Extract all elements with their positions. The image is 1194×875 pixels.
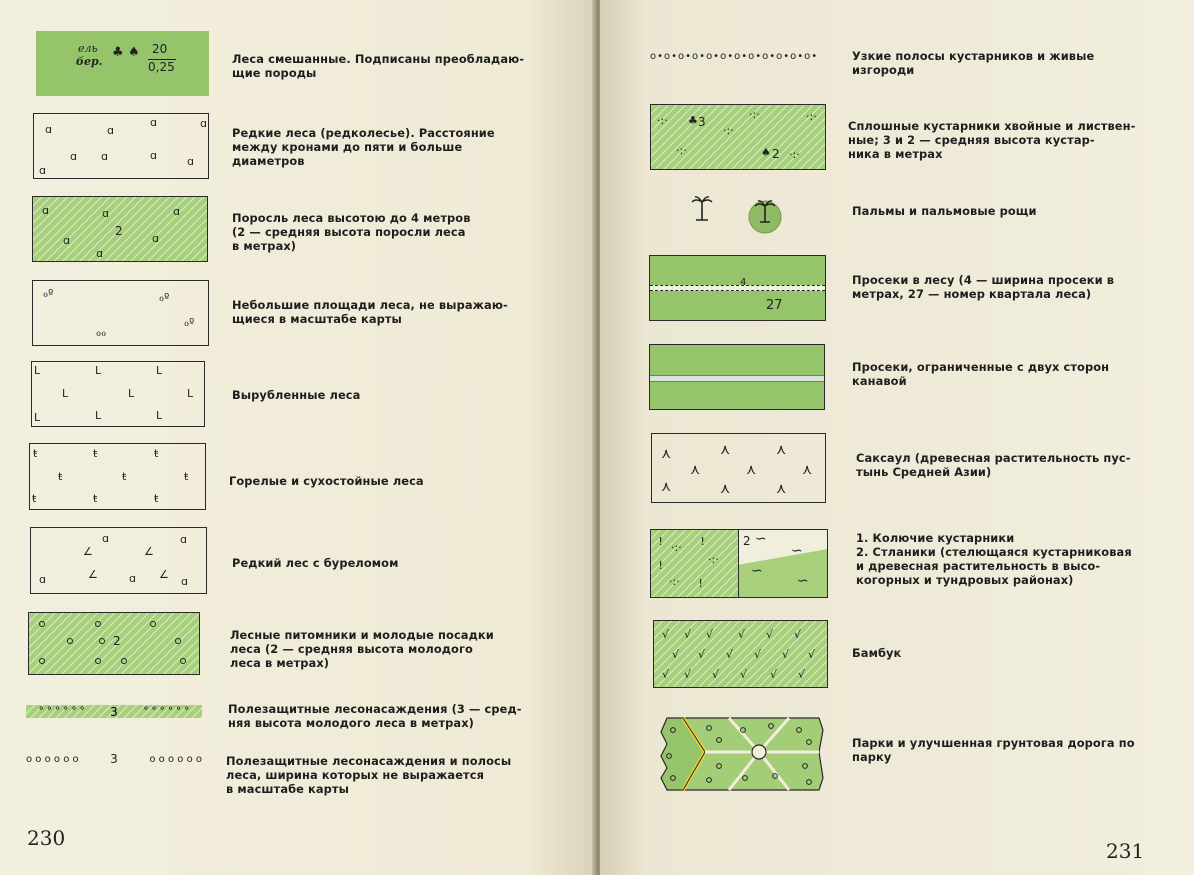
thorn-icon: ǃ (701, 535, 705, 548)
legend-text-6: Горелые и сухостойные леса (229, 474, 424, 488)
burnt-tree-icon: ŧ (154, 492, 159, 505)
stump-icon: L (187, 387, 194, 400)
symbol-mixed-forest (36, 31, 209, 96)
map-num-distance: 0,25 (148, 60, 175, 74)
conifer-shrub-icon: ♣ (688, 114, 698, 127)
symbol-shelterbelt-line (26, 752, 202, 766)
seedling-icon (95, 658, 101, 664)
legend-text-r9: Парки и улучшенная грунтовая дорога по парку (852, 736, 1135, 764)
tree-crown-icon: ɑ (39, 573, 46, 586)
map-num-deciduous: 2 (772, 147, 780, 161)
shrub-dots-icon: ·:· (676, 144, 687, 157)
tree-crown-icon: ɑ (152, 232, 159, 245)
legend-text-r7: 1. Колючие кустарники 2. Стланики (стелющаяся кустарниковая и древесная растительность в высо- когорных и тундровых районах) (856, 531, 1132, 587)
saxaul-icon: ⋏ (661, 446, 672, 462)
saxaul-icon: ⋏ (802, 462, 813, 478)
bamboo-icon: √ (738, 628, 746, 641)
palm-icon (692, 196, 712, 222)
tree-crown-icon: ɑ (63, 234, 70, 247)
page-number-right: 231 (1106, 839, 1145, 863)
tree-crown-icon: ɑ (70, 150, 77, 163)
legend-text-8: Лесные питомники и молодые посадки леса (2 — средняя высота молодого леса в метрах) (230, 628, 494, 670)
tree-crown-icon: ɑ (200, 117, 207, 130)
shrub-dots-icon: ·:· (749, 108, 760, 121)
bamboo-icon: √ (662, 668, 670, 681)
seedling-row: ° ° ° ° ° ° (38, 706, 85, 717)
bamboo-icon: √ (706, 628, 714, 641)
page-number-left: 230 (27, 826, 66, 850)
tree-pair-icon: ℴº (43, 287, 54, 300)
map-label-birch: бер. (76, 55, 103, 68)
saxaul-icon: ⋏ (690, 462, 701, 478)
map-num-conifer: 3 (698, 115, 706, 129)
stump-icon: L (95, 364, 102, 377)
thorn-icon: ǃ (659, 559, 663, 572)
symbol-windfall-forest (30, 527, 207, 594)
bamboo-icon: √ (798, 668, 806, 681)
symbol-forest-clearing (649, 255, 826, 321)
legend-text-r1: Узкие полосы кустарников и живые изгороди (852, 49, 1095, 77)
burnt-tree-icon: ŧ (93, 447, 98, 460)
thorn-icon: ǃ (699, 577, 703, 590)
burnt-tree-icon: ŧ (184, 470, 189, 483)
symbol-saxaul (651, 433, 826, 503)
legend-text-3: Поросль леса высотою до 4 метров (2 — средняя высота поросли леса в метрах) (232, 211, 471, 253)
bamboo-icon: √ (808, 648, 816, 661)
bamboo-icon: √ (698, 648, 706, 661)
tree-pair-icon: ℴº (184, 316, 195, 329)
bamboo-icon: √ (794, 628, 802, 641)
burnt-tree-icon: ŧ (33, 447, 38, 460)
conifer-icon: ♣ (112, 45, 124, 60)
burnt-tree-icon: ŧ (154, 447, 159, 460)
stump-icon: L (156, 409, 163, 422)
bamboo-icon: √ (684, 628, 692, 641)
map-num-height: 3 (110, 704, 118, 719)
map-num-height: 2 (115, 224, 123, 238)
saxaul-icon: ⋏ (776, 481, 787, 497)
map-num-height: 3 (110, 752, 118, 766)
tree-crown-icon: ɑ (102, 207, 109, 220)
tree-pair-icon: ℴº (159, 291, 170, 304)
tree-crown-icon: ɑ (42, 204, 49, 217)
palm-grove-icon (748, 196, 782, 234)
symbol-dense-shrubs (650, 104, 826, 170)
tree-crown-icon: ɑ (96, 247, 103, 260)
map-num-width: 4 (740, 277, 747, 288)
seedling-row: ° ° ° ° ° ° (143, 706, 190, 717)
elfin-wood-panel (739, 530, 827, 597)
bamboo-icon: √ (766, 628, 774, 641)
symbol-park (659, 716, 826, 792)
ditch-line (650, 375, 824, 382)
tree-crown-icon: ɑ (180, 533, 187, 546)
bamboo-icon: √ (684, 668, 692, 681)
legend-text-9: Полезащитные лесонасаждения (3 — сред- няя высота молодого леса в метрах) (228, 702, 522, 730)
legend-text-10: Полезащитные лесонасаждения и полосы леса, ширина которых не выражается в масштабе карты (226, 754, 512, 796)
legend-text-7: Редкий лес с буреломом (232, 556, 399, 570)
clearing-line (650, 285, 825, 291)
legend-text-r3: Пальмы и пальмовые рощи (852, 204, 1037, 218)
seedling-row: o o o o o o (26, 753, 79, 765)
burnt-tree-icon: ŧ (93, 492, 98, 505)
tree-crown-icon: ɑ (107, 124, 114, 137)
stump-icon: L (156, 364, 163, 377)
symbol-nurseries (28, 612, 200, 675)
bamboo-icon: √ (726, 648, 734, 661)
symbol-clearing-with-ditch (649, 344, 825, 410)
creeping-shrub-icon: ∽ (755, 531, 767, 547)
bamboo-icon: √ (782, 648, 790, 661)
thorn-icon: ǃ (659, 535, 663, 548)
stump-icon: L (34, 364, 41, 377)
tree-crown-icon: ɑ (45, 123, 52, 136)
windfall-icon: ∠ (88, 568, 98, 581)
shrub-dots-icon: ·:· (789, 148, 800, 161)
legend-text-2: Редкие леса (редколесье). Расстояние между кронами до пяти и больше диаметров (232, 126, 495, 168)
bamboo-icon: √ (712, 668, 720, 681)
bamboo-icon: √ (740, 668, 748, 681)
saxaul-icon: ⋏ (720, 481, 731, 497)
tree-crown-icon: ɑ (181, 575, 188, 588)
creeping-shrub-icon: ∽ (791, 543, 803, 559)
tree-crown-icon: ɑ (129, 572, 136, 585)
tree-crown-icon: ɑ (187, 155, 194, 168)
shrub-dots-icon: ·:· (723, 124, 734, 137)
windfall-icon: ∠ (83, 545, 93, 558)
legend-text-r4: Просеки в лесу (4 — ширина просеки в метрах, 27 — номер квартала леса) (852, 273, 1115, 301)
shrub-dots-icon: ·:· (806, 110, 817, 123)
legend-text-r5: Просеки, ограниченные с двух сторон канавой (852, 360, 1110, 388)
saxaul-icon: ⋏ (720, 442, 731, 458)
seedling-icon (99, 638, 105, 644)
legend-text-1: Леса смешанные. Подписаны преобладаю- щие породы (232, 52, 525, 80)
saxaul-icon: ⋏ (746, 462, 757, 478)
legend-text-4: Небольшие площади леса, не выражаю- щиеся в масштабе карты (232, 298, 508, 326)
tree-crown-icon: ɑ (39, 164, 46, 177)
symbol-shelterbelt-strip (26, 705, 202, 718)
creeping-shrub-icon: ∽ (751, 563, 763, 579)
tree-crown-icon: ɑ (101, 150, 108, 163)
burnt-tree-icon: ŧ (122, 470, 127, 483)
legend-text-r2: Сплошные кустарники хвойные и листвен- ные; 3 и 2 — средняя высота кустар- ника в метрах (848, 119, 1136, 161)
symbol-cut-forest (31, 361, 205, 427)
shrub-dots-icon: ·:· (671, 541, 682, 554)
saxaul-icon: ⋏ (776, 442, 787, 458)
seedling-row: o o o o o o (149, 753, 202, 765)
shrub-dots-icon: ·:· (708, 553, 719, 566)
symbol-small-forest-areas (32, 280, 209, 346)
left-page (0, 0, 596, 875)
tree-crown-icon: ɑ (150, 149, 157, 162)
creeping-shrub-icon: ∽ (797, 573, 809, 589)
tree-crown-icon: ɑ (173, 205, 180, 218)
shrub-dots-icon: ·:· (669, 575, 680, 588)
symbol-young-growth (32, 196, 208, 262)
right-page (600, 0, 1194, 875)
saxaul-icon: ⋏ (661, 479, 672, 495)
seedling-icon (121, 658, 127, 664)
stump-icon: L (62, 387, 69, 400)
windfall-icon: ∠ (144, 545, 154, 558)
burnt-tree-icon: ŧ (58, 470, 63, 483)
shrub-dots-icon: ·:· (657, 114, 668, 127)
seedling-icon (180, 658, 186, 664)
legend-text-r8: Бамбук (852, 646, 902, 660)
seedling-icon (39, 621, 45, 627)
deciduous-tree-icon: ♠ (128, 45, 140, 60)
symbol-thorny-and-elfin (650, 529, 828, 598)
tree-crown-icon: ɑ (102, 532, 109, 545)
seedling-icon (95, 621, 101, 627)
symbol-sparse-forest (33, 113, 209, 179)
tree-crown-icon: ɑ (150, 116, 157, 129)
deciduous-shrub-icon: ♠ (761, 146, 771, 159)
burnt-tree-icon: ŧ (32, 492, 37, 505)
stump-icon: L (95, 409, 102, 422)
map-label-spruce: ель (78, 42, 98, 55)
bamboo-icon: √ (754, 648, 762, 661)
symbol-hedge-line: o•o•o•o•o•o•o•o•o•o•o•o• (650, 51, 819, 62)
tree-pair-icon: ℴℴ (96, 326, 107, 339)
bamboo-icon: √ (770, 668, 778, 681)
seedling-icon (39, 658, 45, 664)
map-num-height: 20 (152, 42, 168, 56)
seedling-icon (150, 621, 156, 627)
map-num-height: 2 (113, 634, 121, 648)
seedling-icon (175, 638, 181, 644)
legend-text-5: Вырубленные леса (232, 388, 361, 402)
thorny-shrubs-panel (651, 530, 739, 597)
bamboo-icon: √ (672, 648, 680, 661)
legend-text-r6: Саксаул (древесная растительность пус- тынь Средней Азии) (856, 451, 1131, 479)
stump-icon: L (128, 387, 135, 400)
stump-icon: L (34, 411, 41, 424)
seedling-icon (67, 638, 73, 644)
map-num-block: 27 (766, 298, 783, 313)
bamboo-icon: √ (662, 628, 670, 641)
windfall-icon: ∠ (159, 568, 169, 581)
map-num-elfin: 2 (743, 534, 751, 548)
symbol-burnt-forest (29, 443, 206, 510)
symbol-bamboo (653, 620, 828, 688)
